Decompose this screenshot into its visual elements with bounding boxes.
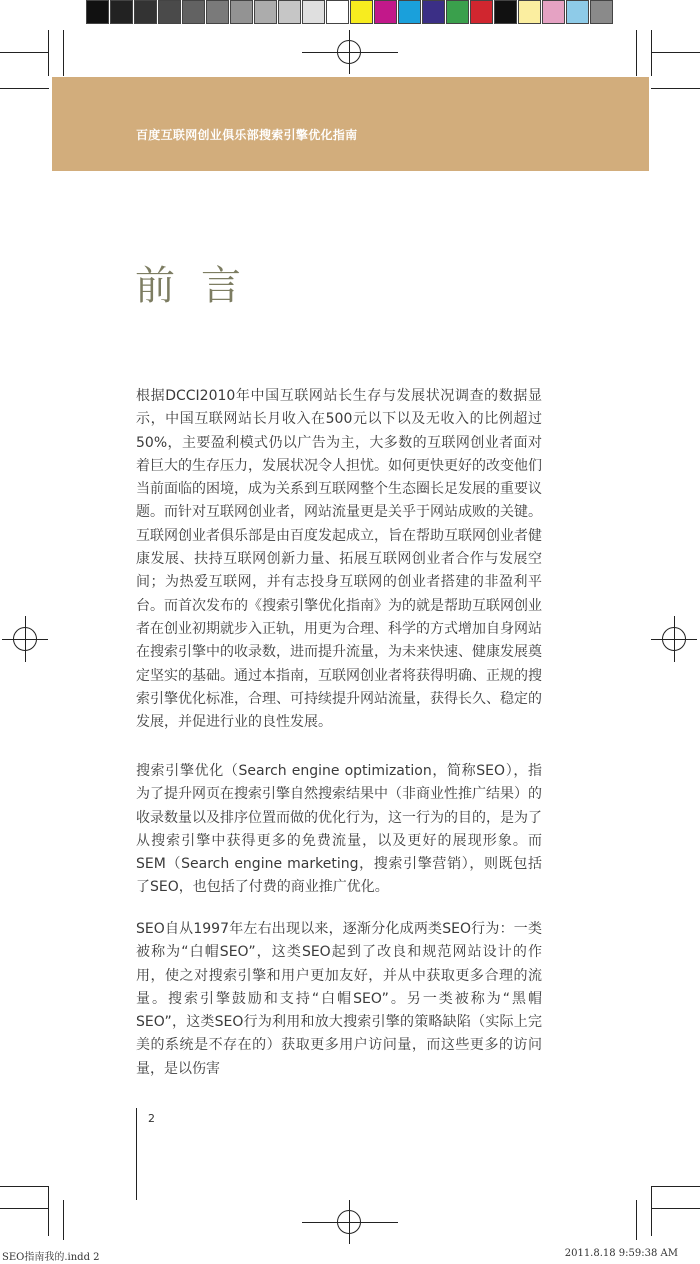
color-swatch bbox=[134, 0, 157, 24]
crop-mark bbox=[651, 1186, 700, 1187]
color-swatch bbox=[494, 0, 517, 24]
crop-mark bbox=[0, 52, 49, 53]
color-swatch bbox=[542, 0, 565, 24]
crop-mark bbox=[63, 1200, 64, 1240]
crop-mark bbox=[636, 30, 637, 76]
paragraph: 搜索引擎优化（Search engine optimization，简称SEO），指为了提升网页在搜索引擎自然搜索结果中（非商业性推广结果）的收录数量以及排序位置而做的优化行为，这一行为的目的，是为了从搜索引擎中获得更多的免费流量，以及更好的展现形象。而SEM（Search engine marketing，搜索引擎营销），则既包括了SEO，也包括了付费的商业推广优化。 bbox=[136, 763, 542, 896]
color-swatch bbox=[446, 0, 469, 24]
color-swatch bbox=[182, 0, 205, 24]
crop-mark bbox=[651, 1208, 700, 1209]
header-band bbox=[52, 77, 649, 171]
header-title: 百度互联网创业俱乐部搜索引擎优化指南 bbox=[136, 128, 358, 142]
crop-mark bbox=[651, 1186, 652, 1236]
page-number-rule bbox=[136, 1108, 137, 1200]
color-swatch bbox=[302, 0, 325, 24]
color-swatch bbox=[110, 0, 133, 24]
page-number: 2 bbox=[148, 1112, 155, 1125]
crop-mark bbox=[48, 30, 49, 76]
registration-mark bbox=[662, 627, 686, 651]
color-calibration-bar bbox=[86, 0, 614, 24]
slug-timestamp: 2011.8.18 9:59:38 AM bbox=[564, 1248, 678, 1259]
crop-mark bbox=[0, 1208, 49, 1209]
paragraph: 根据DCCI2010年中国互联网站长生存与发展状况调查的数据显示，中国互联网站长月收入在500元以下以及无收入的比例超过50%，主要盈利模式仍以广告为主，大多数的互联网创业者面对着巨大的生存压力，发展状况令人担忧。如何更快更好的改变他们当前面临的困境，成为关系到互联网整个生态圈长足发展的重要议题。而针对互联网创业者，网站流量更是关乎于网站成败的关键。互联网创业者俱乐部是由百度发起成立，旨在帮助互联网创业者健康发展、扶持互联网创新力量、拓展互联网创业者合作与发展空间；为热爱互联网，并有志投身互联网的创业者搭建的非盈利平台。而首次发布的《搜索引擎优化指南》为的就是帮助互联网创业者在创业初期就步入正轨，用更为合理、科学的方式增加自身网站在搜索引擎中的收录数，进而提升流量，为未来快速、健康发展奠定坚实的基础。通过本指南，互联网创业者将获得明确、正规的搜索引擎优化标准，合理、可持续提升网站流量，获得长久、稳定的发展，并促进行业的良性发展。 bbox=[136, 388, 542, 731]
color-swatch bbox=[398, 0, 421, 24]
registration-mark bbox=[13, 627, 37, 651]
color-swatch bbox=[590, 0, 613, 24]
crop-mark bbox=[0, 1186, 49, 1187]
registration-mark bbox=[337, 1210, 361, 1234]
color-swatch bbox=[326, 0, 349, 24]
crop-mark bbox=[0, 88, 49, 89]
crop-mark bbox=[651, 52, 700, 53]
paragraph: SEO自从1997年左右出现以来，逐渐分化成两类SEO行为：一类被称为“白帽SEO”，这类SEO起到了改良和规范网站设计的作用，使之对搜索引擎和用户更加友好，并从中获取更多合理的流量。搜索引擎鼓励和支持“白帽SEO”。另一类被称为“黑帽SEO”，这类SEO行为利用和放大搜索引擎的策略缺陷（实际上完美的系统是不存在的）获取更多用户访问量，而这些更多的访问量，是以伤害 bbox=[136, 921, 542, 1077]
crop-mark bbox=[63, 30, 64, 76]
color-swatch bbox=[374, 0, 397, 24]
color-swatch bbox=[350, 0, 373, 24]
crop-mark bbox=[651, 88, 700, 89]
crop-mark bbox=[636, 1200, 637, 1240]
color-swatch bbox=[230, 0, 253, 24]
color-swatch bbox=[518, 0, 541, 24]
color-swatch bbox=[158, 0, 181, 24]
slug-filename: SEO指南我的.indd 2 bbox=[2, 1252, 100, 1263]
color-swatch bbox=[206, 0, 229, 24]
color-swatch bbox=[278, 0, 301, 24]
crop-mark bbox=[48, 1186, 49, 1236]
color-swatch bbox=[566, 0, 589, 24]
registration-mark bbox=[337, 40, 361, 64]
color-swatch bbox=[470, 0, 493, 24]
color-swatch bbox=[422, 0, 445, 24]
page-title: 前言 bbox=[135, 263, 267, 309]
color-swatch bbox=[254, 0, 277, 24]
crop-mark bbox=[651, 30, 652, 76]
color-swatch bbox=[86, 0, 109, 24]
